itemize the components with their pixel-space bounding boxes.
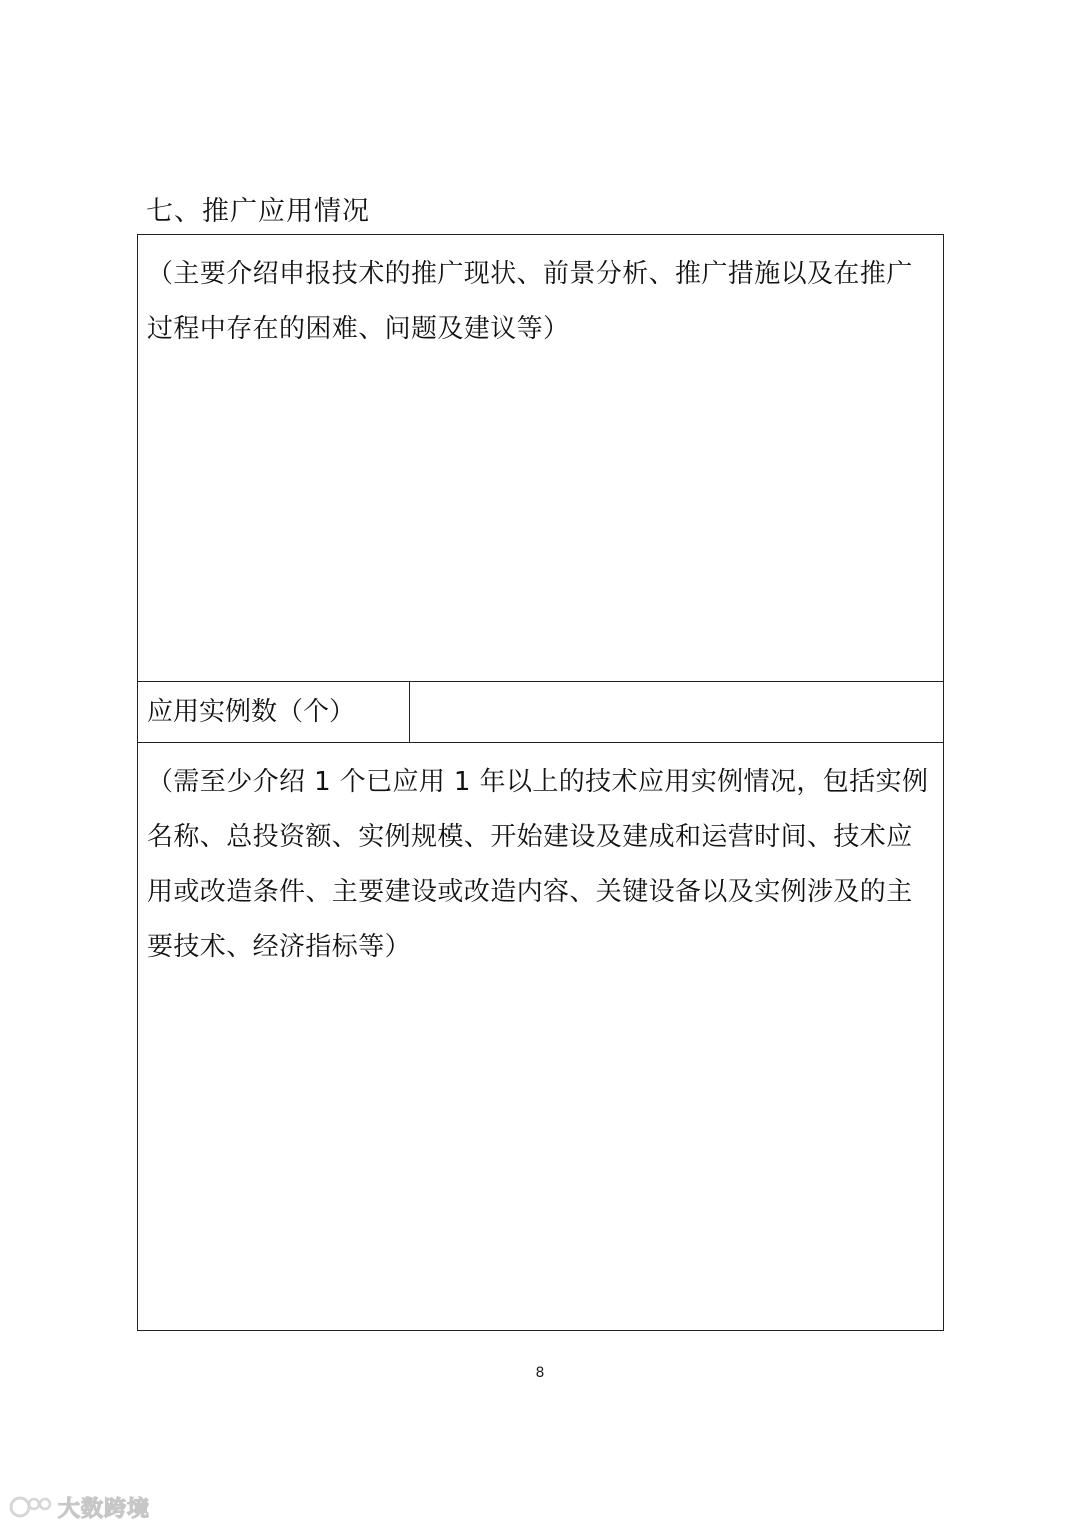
watermark-logo-icon [8, 1492, 52, 1522]
watermark-text: 大数跨境 [58, 1496, 151, 1522]
case-count-value-field[interactable] [410, 682, 944, 742]
case-count-label-cell [138, 682, 410, 742]
promotion-status-cell[interactable] [138, 235, 943, 682]
application-cases-cell[interactable] [138, 743, 943, 1330]
case-count-label: 应用实例数（个） [147, 697, 356, 727]
page-number: 8 [535, 1365, 545, 1381]
watermark [8, 1490, 150, 1524]
cases-instruction-text: （需至少介绍 1 个已应用 1 年以上的技术应用实例情况，包括实例名称、总投资额、实例规模、开始建设及建成和运营时间、技术应用或改造条件、主要建设或改造内容、关键设备以及实例涉及的主要技术、经济指标等） [147, 767, 929, 962]
promotion-instruction-text: （主要介绍申报技术的推广现状、前景分析、推广措施以及在推广过程中存在的困难、问题及建议等） [147, 259, 913, 344]
case-count-row [138, 682, 943, 743]
application-form-table [137, 234, 944, 1331]
section-heading: 七、推广应用情况 [146, 196, 370, 227]
